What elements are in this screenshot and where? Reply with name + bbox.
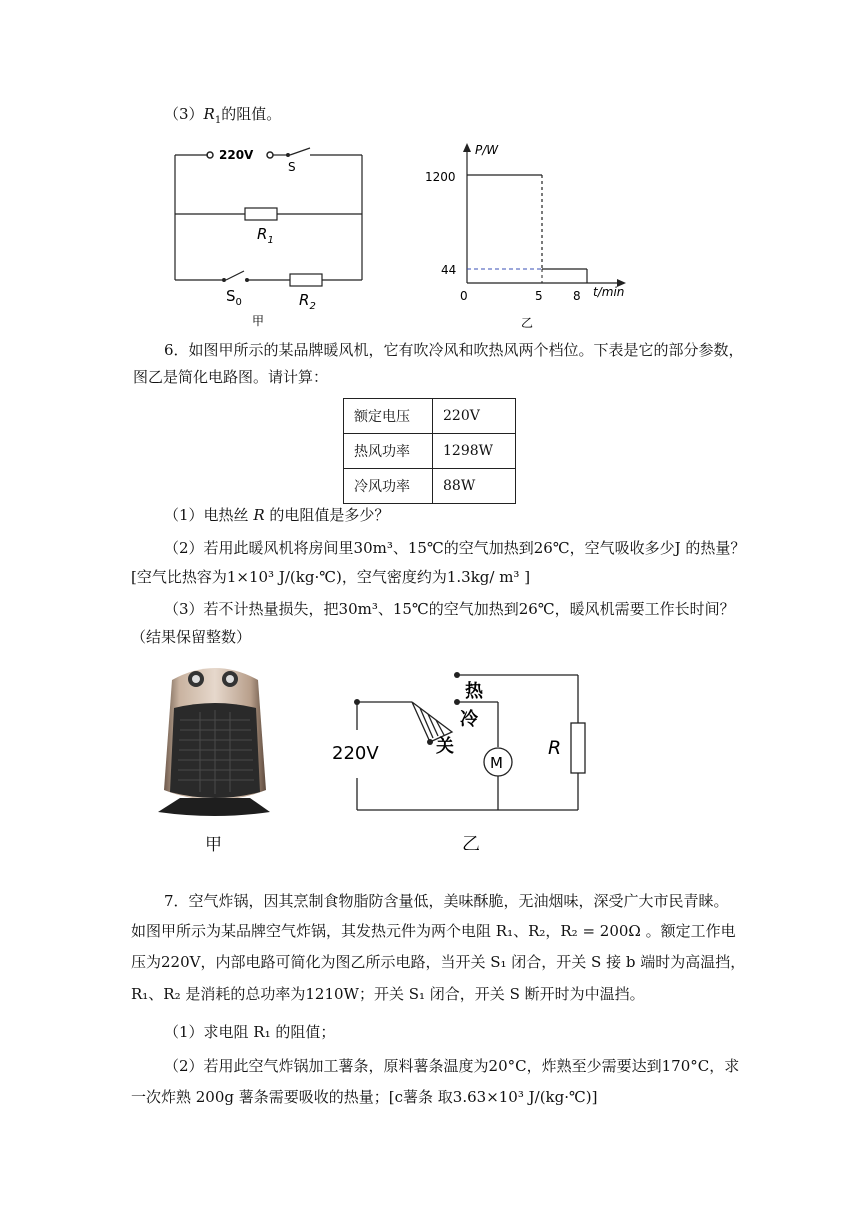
voltage-label-6: 220V bbox=[332, 743, 379, 764]
q7-part1: （1）求电阻 R₁ 的阻值； bbox=[164, 1023, 336, 1041]
table-cell-key: 热风功率 bbox=[344, 434, 433, 469]
y-tick-1200: 1200 bbox=[425, 170, 456, 184]
q6-part1: （1）电热丝 R 的电阻值是多少？ bbox=[164, 506, 390, 524]
q6-line1: 6．如图甲所示的某品牌暖风机，它有吹冷风和吹热风两个档位。下表是它的部分参数， bbox=[164, 341, 744, 359]
y-tick-44: 44 bbox=[441, 263, 457, 277]
voltage-label: 220V bbox=[219, 148, 254, 162]
table-cell-value: 88W bbox=[433, 469, 516, 504]
y-axis-label: P/W bbox=[475, 143, 499, 157]
caption-jia-6: 甲 bbox=[205, 835, 222, 855]
table-cell-key: 冷风功率 bbox=[344, 469, 433, 504]
table-cell-key: 额定电压 bbox=[344, 399, 433, 434]
parameter-table bbox=[343, 398, 516, 504]
off-contact bbox=[427, 739, 433, 745]
s0-label: $S_0$ bbox=[226, 287, 242, 308]
q6-part2-constants: [空气比热容为1×10³ J/(kg·℃)，空气密度约为1.3kg/ m³ ] bbox=[131, 568, 531, 586]
caption-yi-6: 乙 bbox=[462, 834, 480, 850]
x-axis-label: t/min bbox=[593, 285, 625, 299]
resistor-label: R bbox=[548, 737, 562, 759]
table-cell-value: 1298W bbox=[433, 434, 516, 469]
q6-part3-note: （结果保留整数） bbox=[131, 628, 252, 646]
hot-contact bbox=[454, 672, 460, 678]
motor-label: M bbox=[490, 754, 503, 772]
table-row bbox=[344, 434, 516, 469]
table-row bbox=[344, 469, 516, 504]
q7-line3: 压为220V，内部电路可简化为图乙所示电路，当开关 S₁ 闭合，开关 S 接 b 端时为高温挡， bbox=[131, 953, 746, 971]
hot-label: 热 bbox=[465, 681, 483, 702]
caption-yi: 乙 bbox=[521, 316, 534, 330]
q6-part2: （2）若用此暖风机将房间里30m³、15℃的空气加热到26℃，空气吸收多少J 的热量？ bbox=[164, 539, 746, 557]
q6-line2: 图乙是简化电路图。请计算： bbox=[133, 368, 329, 386]
power-time-graph bbox=[425, 135, 645, 335]
cold-label: 冷 bbox=[460, 709, 478, 730]
r2-label: $R_2$ bbox=[299, 291, 316, 312]
table-row bbox=[344, 399, 516, 434]
y-axis-arrow bbox=[463, 143, 471, 152]
q7-line1: 7．空气炸锅，因其烹制食物脂防含量低，美味酥脆，无油烟味，深受广大市民青睐。 bbox=[164, 892, 729, 910]
r1-label: $R_1$ bbox=[257, 225, 274, 246]
q7-part2-line2: 一次炸熟 200g 薯条需要吸收的热量；[c薯条 取3.63×10³ J/(kg·℃)] bbox=[131, 1088, 598, 1106]
heater-image bbox=[150, 660, 280, 860]
switch-s-label: S bbox=[288, 160, 296, 174]
terminal-right bbox=[267, 152, 273, 158]
cold-contact bbox=[454, 699, 460, 705]
heater-circuit-diagram bbox=[320, 660, 610, 850]
caption-jia: 甲 bbox=[252, 314, 265, 328]
q6-part3: （3）若不计热量损失，把30m³、15℃的空气加热到26℃，暖风机需要工作长时间？ bbox=[164, 600, 735, 618]
table-cell-value: 220V bbox=[433, 399, 516, 434]
q7-line4: R₁、R₂ 是消耗的总功率为1210W；开关 S₁ 闭合，开关 S 断开时为中温挡。 bbox=[131, 985, 645, 1003]
x-tick-8: 8 bbox=[573, 289, 581, 303]
x-tick-0: 0 bbox=[460, 289, 468, 303]
q7-part2: （2）若用此空气炸锅加工薯条，原料薯条温度为20°C，炸熟至少需要达到170°C，求 bbox=[164, 1057, 740, 1075]
heater-base bbox=[158, 798, 270, 816]
q5-part3: $(3)R_1$的阻值。 bbox=[164, 105, 282, 126]
off-label: 关 bbox=[436, 736, 454, 757]
q7-line2: 如图甲所示为某品牌空气炸锅，其发热元件为两个电阻 R₁、R₂，R₂ = 200Ω 。额定工作电 bbox=[131, 922, 736, 940]
x-tick-5: 5 bbox=[535, 289, 543, 303]
circuit-diagram-jia bbox=[160, 135, 380, 335]
